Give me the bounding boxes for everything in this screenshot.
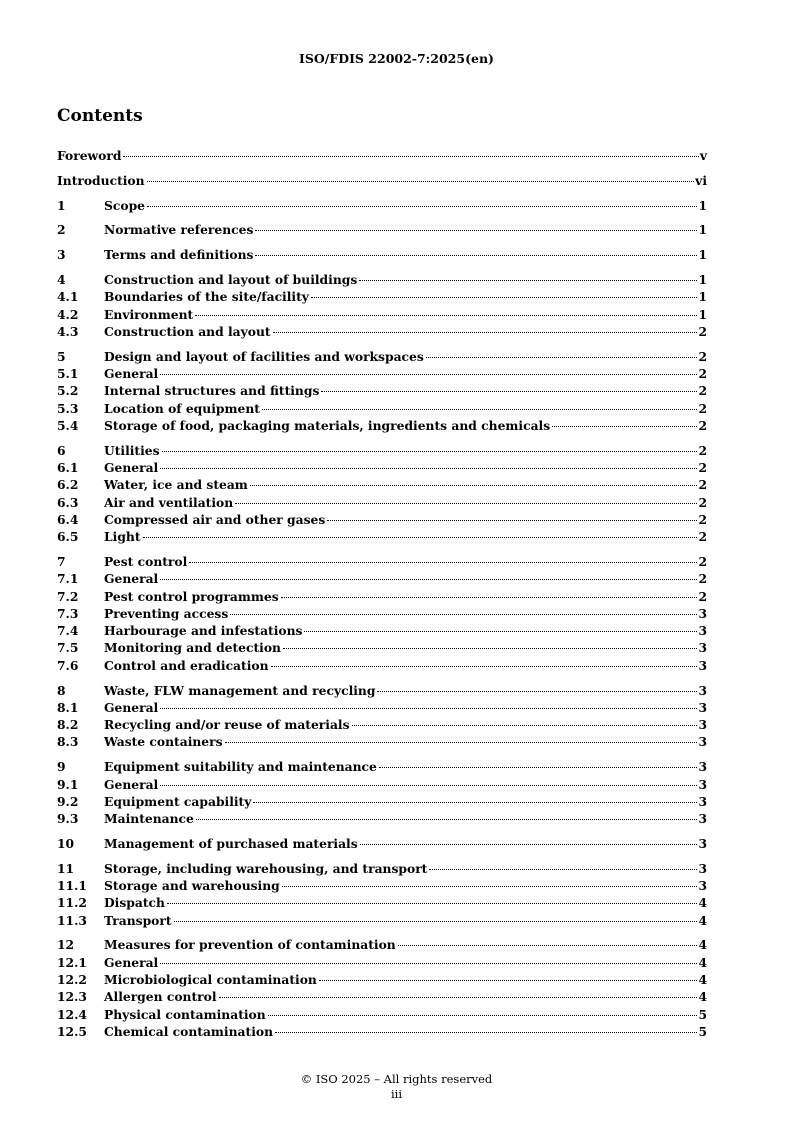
toc-entry[interactable] <box>57 323 707 340</box>
toc-entry-page: 1 <box>698 222 707 238</box>
toc-entry-title: Storage and warehousing <box>104 877 280 893</box>
toc-entry[interactable] <box>57 306 707 323</box>
toc-entry-number: 11.2 <box>57 895 87 911</box>
toc-entry-number: 4 <box>57 271 66 287</box>
toc-entry-page: 2 <box>698 442 707 458</box>
toc-entry-title: Light <box>104 529 141 545</box>
toc-entry-number: 5.2 <box>57 383 79 399</box>
toc-entry-number: 6.4 <box>57 511 79 527</box>
toc-entry[interactable] <box>57 1006 707 1023</box>
toc-entry-page: 2 <box>698 348 707 364</box>
toc-entry-number: 11.3 <box>57 912 87 928</box>
toc-entry[interactable] <box>57 553 707 570</box>
toc-entry[interactable] <box>57 912 707 929</box>
dot-leader <box>360 844 698 845</box>
toc-entry[interactable] <box>57 400 707 417</box>
toc-group <box>57 271 707 340</box>
toc-entry[interactable] <box>57 494 707 511</box>
dot-leader <box>327 520 697 521</box>
toc-entry[interactable] <box>57 570 707 587</box>
dot-leader <box>143 537 698 538</box>
toc-entry[interactable] <box>57 793 707 810</box>
toc-entry-page: 3 <box>698 877 707 893</box>
toc-entry-page: 2 <box>698 571 707 587</box>
toc-entry-title: Allergen control <box>104 989 217 1005</box>
toc-entry-page: vi <box>695 172 707 188</box>
toc-group <box>57 835 707 852</box>
toc-entry-number: 12.4 <box>57 1006 87 1022</box>
toc-entry-number: 7.5 <box>57 640 79 656</box>
toc-entry-page: 3 <box>698 734 707 750</box>
dot-leader <box>225 742 698 743</box>
toc-entry-title: Harbourage and infestations <box>104 623 303 639</box>
toc-entry[interactable] <box>57 511 707 528</box>
toc-entry-number: 6.2 <box>57 477 79 493</box>
toc-entry-number: 7.3 <box>57 605 79 621</box>
toc-entry-number: 9.3 <box>57 811 79 827</box>
dot-leader <box>275 1032 697 1033</box>
toc-entry-page: 2 <box>698 494 707 510</box>
toc-entry-title: Management of purchased materials <box>104 835 358 851</box>
toc-entry-title: Maintenance <box>104 811 194 827</box>
toc-entry-number: 7 <box>57 553 66 569</box>
toc-entry[interactable] <box>57 459 707 476</box>
toc-entry-title: Pest control programmes <box>104 588 279 604</box>
toc-group <box>57 147 707 164</box>
dot-leader <box>426 357 698 358</box>
toc-entry[interactable] <box>57 476 707 493</box>
toc-entry-title: Scope <box>104 197 145 213</box>
dot-leader <box>271 666 698 667</box>
dot-leader <box>255 230 697 231</box>
toc-entry[interactable] <box>57 382 707 399</box>
dot-leader <box>352 725 698 726</box>
dot-leader <box>321 391 697 392</box>
toc-entry-page: 3 <box>698 623 707 639</box>
page-footer <box>0 1072 793 1102</box>
toc-entry[interactable] <box>57 442 707 459</box>
copyright-notice: © ISO 2025 – All rights reserved <box>300 1072 493 1086</box>
toc-entry[interactable] <box>57 936 707 953</box>
toc-entry-title: Location of equipment <box>104 400 260 416</box>
toc-entry-page: 4 <box>698 954 707 970</box>
toc-entry[interactable] <box>57 605 707 622</box>
document-header: ISO/FDIS 22002-7:2025(en) <box>299 51 494 66</box>
toc-entry-page: 3 <box>698 811 707 827</box>
dot-leader <box>167 903 698 904</box>
toc-entry-page: 2 <box>698 365 707 381</box>
toc-entry-title: Transport <box>104 912 172 928</box>
dot-leader <box>250 485 698 486</box>
dot-leader <box>174 921 698 922</box>
toc-entry[interactable] <box>57 197 707 214</box>
toc-entry[interactable] <box>57 348 707 365</box>
toc-entry-title: Physical contamination <box>104 1006 266 1022</box>
toc-entry[interactable] <box>57 682 707 699</box>
dot-leader <box>379 767 698 768</box>
toc-entry-page: 3 <box>698 717 707 733</box>
toc-group <box>57 860 707 929</box>
toc-entry-page: 2 <box>698 323 707 339</box>
dot-leader <box>147 206 697 207</box>
toc-entry[interactable] <box>57 810 707 827</box>
toc-entry-title: Construction and layout <box>104 323 271 339</box>
dot-leader <box>255 255 697 256</box>
dot-leader <box>123 156 698 157</box>
toc-entry-number: 8.1 <box>57 699 79 715</box>
toc-group <box>57 553 707 674</box>
toc-entry-number: 12.2 <box>57 971 87 987</box>
toc-entry-number: 7.4 <box>57 623 79 639</box>
toc-entry-number: 6.1 <box>57 459 79 475</box>
dot-leader <box>160 963 697 964</box>
toc-entry-page: 2 <box>698 459 707 475</box>
toc-entry-title: Control and eradication <box>104 657 269 673</box>
toc-entry-title: Preventing access <box>104 605 229 621</box>
toc-entry-number: 7.6 <box>57 657 79 673</box>
dot-leader <box>359 280 697 281</box>
toc-entry-number: 11.1 <box>57 877 87 893</box>
toc-entry-number: 5.4 <box>57 417 79 433</box>
toc-entry-page: 5 <box>698 1006 707 1022</box>
toc-entry-title: Equipment suitability and maintenance <box>104 759 377 775</box>
toc-entry-title: Chemical contamination <box>104 1023 274 1039</box>
toc-entry-page: 1 <box>698 197 707 213</box>
toc-entry-title: Storage of food, packaging materials, ingredients and chemicals <box>104 417 551 433</box>
toc-entry-title: Air and ventilation <box>104 494 234 510</box>
toc-group <box>57 172 707 189</box>
toc-group <box>57 221 707 238</box>
toc-entry[interactable] <box>57 776 707 793</box>
toc-entry[interactable] <box>57 172 707 189</box>
dot-leader <box>552 426 697 427</box>
toc-entry-page: 3 <box>698 793 707 809</box>
toc-entry-title: Design and layout of facilities and workspaces <box>104 348 424 364</box>
dot-leader <box>196 819 698 820</box>
toc-entry-title: General <box>104 954 159 970</box>
toc-entry-page: 3 <box>698 699 707 715</box>
contents-title: Contents <box>57 106 143 126</box>
toc-entry-page: 3 <box>698 605 707 621</box>
toc-entry-number: 11 <box>57 860 75 876</box>
dot-leader <box>235 503 697 504</box>
toc-entry-title: Pest control <box>104 553 188 569</box>
toc-entry-page: 2 <box>698 417 707 433</box>
toc-entry-title: Internal structures and fittings <box>104 383 320 399</box>
dot-leader <box>429 869 697 870</box>
toc-entry-number: 4.2 <box>57 306 79 322</box>
toc-entry-title: Compressed air and other gases <box>104 511 326 527</box>
toc-entry-page: v <box>699 148 707 163</box>
toc-entry[interactable] <box>57 221 707 238</box>
toc-entry[interactable] <box>57 758 707 775</box>
dot-leader <box>304 631 697 632</box>
toc-entry-title: Water, ice and steam <box>104 477 248 493</box>
dot-leader <box>262 409 697 410</box>
dot-leader <box>230 614 697 615</box>
toc-entry-title: Equipment capability <box>104 793 252 809</box>
dot-leader <box>273 332 698 333</box>
toc-entry-page: 1 <box>698 247 707 263</box>
toc-entry[interactable] <box>57 954 707 971</box>
toc-entry-number: 8.2 <box>57 717 79 733</box>
dot-leader <box>398 945 698 946</box>
toc-entry-number: 1 <box>57 197 66 213</box>
toc-entry-title: General <box>104 365 159 381</box>
toc-entry-number: 8.3 <box>57 734 79 750</box>
dot-leader <box>160 708 697 709</box>
toc-entry-page: 3 <box>698 657 707 673</box>
toc-entry-number: 12 <box>57 937 75 953</box>
toc-entry-page: 2 <box>698 400 707 416</box>
dot-leader <box>219 997 698 998</box>
toc-group <box>57 246 707 263</box>
toc-entry[interactable] <box>57 528 707 545</box>
toc-entry-number: 6.3 <box>57 494 79 510</box>
toc-entry-number: 6.5 <box>57 529 79 545</box>
toc-entry-title: General <box>104 699 159 715</box>
toc-entry[interactable] <box>57 716 707 733</box>
toc-group <box>57 197 707 214</box>
dot-leader <box>160 785 697 786</box>
toc-entry-number: 9.1 <box>57 776 79 792</box>
toc-entry-page: 2 <box>698 553 707 569</box>
toc-entry-page: 2 <box>698 477 707 493</box>
toc-entry-title: Microbiological contamination <box>104 971 317 987</box>
dot-leader <box>160 579 697 580</box>
toc-entry-number: 12.1 <box>57 954 87 970</box>
toc-entry-number: 7.1 <box>57 571 79 587</box>
toc-entry[interactable] <box>57 271 707 288</box>
toc-group <box>57 682 707 751</box>
toc-entry-page: 4 <box>698 895 707 911</box>
toc-group <box>57 348 707 434</box>
toc-group <box>57 758 707 827</box>
toc-entry-number: 12.5 <box>57 1023 87 1039</box>
toc-entry-page: 3 <box>698 835 707 851</box>
toc-entry-title: Utilities <box>104 442 160 458</box>
toc-entry-title: Measures for prevention of contamination <box>104 937 396 953</box>
dot-leader <box>195 315 697 316</box>
toc-entry-number: 5 <box>57 348 66 364</box>
toc-entry-number: 8 <box>57 682 66 698</box>
toc-entry[interactable] <box>57 657 707 674</box>
toc-entry-page: 2 <box>698 511 707 527</box>
toc-entry-title: Construction and layout of buildings <box>104 271 358 287</box>
toc-entry[interactable] <box>57 894 707 911</box>
toc-entry-title: Waste, FLW management and recycling <box>104 682 376 698</box>
dot-leader <box>283 648 697 649</box>
toc-entry-title: Recycling and/or reuse of materials <box>104 717 350 733</box>
dot-leader <box>189 562 697 563</box>
toc-entry-title: Foreword <box>57 148 122 163</box>
toc-entry-title: Storage, including warehousing, and transport <box>104 860 428 876</box>
toc-entry-page: 2 <box>698 588 707 604</box>
toc-group <box>57 442 707 546</box>
dot-leader <box>319 980 698 981</box>
toc-entry[interactable] <box>57 971 707 988</box>
toc-entry[interactable] <box>57 733 707 750</box>
toc-entry[interactable] <box>57 246 707 263</box>
dot-leader <box>311 297 698 298</box>
toc-entry-number: 12.3 <box>57 989 87 1005</box>
dot-leader <box>281 597 698 598</box>
toc-entry-page: 1 <box>698 306 707 322</box>
toc-entry-number: 5.3 <box>57 400 79 416</box>
toc-entry-number: 4.3 <box>57 323 79 339</box>
toc-entry[interactable] <box>57 877 707 894</box>
toc-entry-page: 3 <box>698 640 707 656</box>
toc-entry-page: 4 <box>698 989 707 1005</box>
toc-entry-page: 3 <box>698 759 707 775</box>
table-of-contents <box>57 147 707 1048</box>
toc-entry-page: 3 <box>698 682 707 698</box>
toc-entry-title: Dispatch <box>104 895 165 911</box>
toc-entry-page: 4 <box>698 937 707 953</box>
toc-entry[interactable] <box>57 988 707 1005</box>
toc-entry-title: Environment <box>104 306 194 322</box>
toc-entry-number: 10 <box>57 835 75 851</box>
toc-entry-page: 3 <box>698 860 707 876</box>
toc-entry-number: 6 <box>57 442 66 458</box>
toc-entry-title: Boundaries of the site/facility <box>104 289 309 305</box>
toc-entry-page: 3 <box>698 776 707 792</box>
toc-entry-number: 3 <box>57 247 66 263</box>
toc-entry[interactable] <box>57 860 707 877</box>
toc-entry-page: 4 <box>698 912 707 928</box>
toc-entry-page: 5 <box>698 1023 707 1039</box>
toc-entry[interactable] <box>57 622 707 639</box>
page-number: iii <box>390 1087 403 1101</box>
dot-leader <box>147 181 695 182</box>
toc-entry[interactable] <box>57 699 707 716</box>
toc-entry[interactable] <box>57 835 707 852</box>
toc-entry-title: Normative references <box>104 222 254 238</box>
dot-leader <box>253 802 697 803</box>
toc-group <box>57 936 707 1040</box>
toc-entry-number: 7.2 <box>57 588 79 604</box>
dot-leader <box>268 1015 698 1016</box>
toc-entry-page: 1 <box>698 271 707 287</box>
dot-leader <box>160 468 697 469</box>
toc-entry-title: Monitoring and detection <box>104 640 281 656</box>
toc-entry-title: General <box>104 776 159 792</box>
toc-entry-number: 5.1 <box>57 365 79 381</box>
toc-entry[interactable] <box>57 588 707 605</box>
toc-entry[interactable] <box>57 417 707 434</box>
toc-entry-number: 4.1 <box>57 289 79 305</box>
toc-entry-page: 4 <box>698 971 707 987</box>
toc-entry-page: 1 <box>698 289 707 305</box>
toc-entry[interactable] <box>57 365 707 382</box>
toc-entry-number: 9.2 <box>57 793 79 809</box>
toc-entry-page: 2 <box>698 383 707 399</box>
toc-entry[interactable] <box>57 639 707 656</box>
toc-entry-title: Introduction <box>57 172 145 188</box>
toc-entry[interactable] <box>57 147 707 164</box>
toc-entry-title: Terms and definitions <box>104 247 254 263</box>
dot-leader <box>162 451 698 452</box>
dot-leader <box>377 691 697 692</box>
toc-entry-page: 2 <box>698 529 707 545</box>
toc-entry[interactable] <box>57 1023 707 1040</box>
toc-entry-title: Waste containers <box>104 734 223 750</box>
toc-entry-title: General <box>104 459 159 475</box>
toc-entry-number: 9 <box>57 759 66 775</box>
dot-leader <box>160 374 697 375</box>
toc-entry[interactable] <box>57 288 707 305</box>
toc-entry-title: General <box>104 571 159 587</box>
dot-leader <box>282 886 698 887</box>
toc-entry-number: 2 <box>57 222 66 238</box>
